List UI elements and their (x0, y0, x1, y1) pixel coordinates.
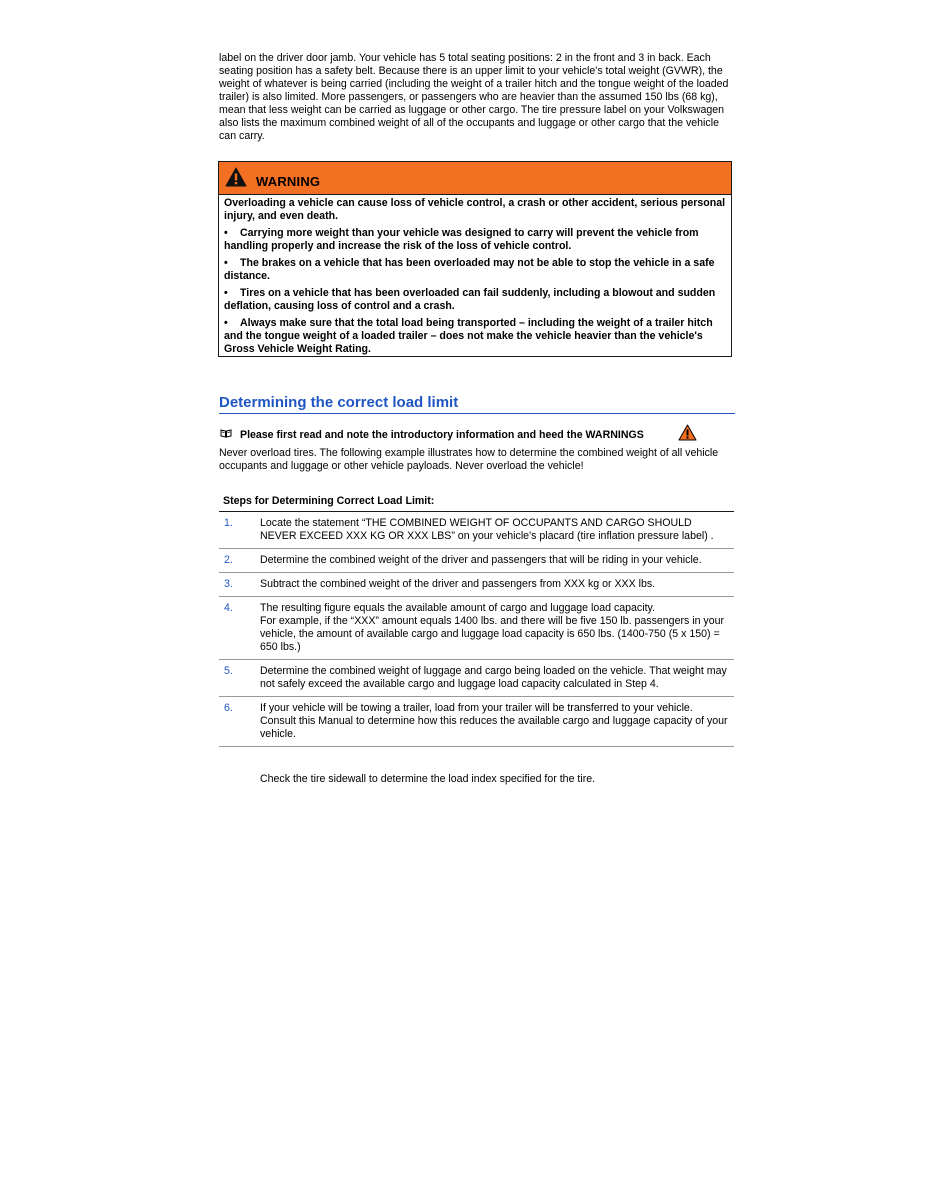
warning-bullet-text: Carrying more weight than your vehicle was designed to carry will prevent the vehicle from handling properly and increase the risk of the loss of vehicle control. (224, 227, 699, 252)
step-number: 4. (224, 602, 233, 614)
steps-title: Steps for Determining Correct Load Limit: (223, 495, 435, 507)
read-first-note (220, 424, 740, 442)
bullet-icon: • (224, 287, 228, 299)
read-first-text: Please first read and note the introductory information and heed the WARNINGS (240, 429, 644, 441)
section-heading: Determining the correct load limit (219, 394, 735, 414)
section-lead-paragraph: Never overload tires. The following example illustrates how to determine the combined weight of all vehicle occupants and luggage or other vehicle payloads. Never overload the vehicle! (219, 447, 719, 472)
table-row (219, 697, 734, 747)
warning-header (219, 162, 731, 195)
step-line: The resulting figure equals the available amount of cargo and luggage load capacity. (260, 602, 655, 614)
load-index-note: Check the tire sidewall to determine the load index specified for the tire. (260, 773, 596, 785)
step-text (260, 517, 728, 543)
step-number: 2. (224, 554, 233, 566)
step-line: For example, if the “XXX” amount equals 1400 lbs. and there will be five 150 lb. passengers in your vehicle, the amount of available cargo and luggage load capacity is 650 lbs. (1400-750 (5 x 150) = 650 lbs.) (260, 615, 725, 653)
warning-bullet-text: Tires on a vehicle that has been overloaded can fail suddenly, including a blowout and sudden deflation, causing loss of control and a crash. (224, 287, 716, 312)
table-row (219, 549, 734, 573)
table-row (219, 597, 734, 660)
step-text (260, 602, 728, 654)
step-text (260, 554, 728, 567)
warning-bullet-text: The brakes on a vehicle that has been overloaded may not be able to stop the vehicle in a safe distance. (224, 257, 715, 282)
step-line: Subtract the combined weight of the driver and passengers from XXX kg or XXX lbs. (260, 578, 656, 590)
table-row (219, 573, 734, 597)
warning-triangle-icon (225, 167, 247, 187)
bullet-icon: • (224, 227, 228, 239)
bullet-icon: • (224, 317, 228, 329)
step-number: 6. (224, 702, 233, 714)
warning-bullet (224, 257, 726, 283)
table-row (219, 512, 734, 549)
warning-box (218, 161, 732, 357)
step-number: 5. (224, 665, 233, 677)
warning-body (219, 195, 731, 356)
intro-paragraph: label on the driver door jamb. Your vehicle has 5 total seating positions: 2 in the front and 3 in back. Each seating position has a safety belt. Because there is an upper limit to your vehicle's total weight (GVWR), the weight of whatever is being carried (including the weight of a trailer hitch and the tongue weight of the loaded trailer) is also limited. More passengers, or passengers who are heavier than the assumed 150 lbs (68 kg), mean that less weight can be carried as luggage or other cargo. The tire pressure label on your Volkswagen also lists the maximum combined weight of all of the occupants and luggage or other cargo that the vehicle can carry. (219, 52, 729, 142)
step-text (260, 578, 728, 591)
book-icon (220, 429, 232, 438)
step-line: If your vehicle will be towing a trailer, load from your trailer will be transferred to your vehicle. Consult this Manual to determine how this reduces the available cargo and luggage capacity of your vehicle. (260, 702, 728, 740)
step-text (260, 702, 728, 741)
step-line: Locate the statement “THE COMBINED WEIGHT OF OCCUPANTS AND CARGO SHOULD NEVER EXCEED XXX KG OR XXX LBS” on your vehicle's placard (tire inflation pressure label) . (260, 517, 714, 542)
table-row (219, 660, 734, 697)
bullet-icon: • (224, 257, 228, 269)
step-text (260, 665, 728, 691)
warning-bullet (224, 287, 726, 313)
warning-bullet (224, 317, 726, 356)
warning-title: WARNING (256, 174, 321, 189)
steps-table (219, 511, 734, 747)
warning-bullet-text: Always make sure that the total load being transported – including the weight of a trailer hitch and the tongue weight of a loaded trailer – does not make the vehicle heavier than the vehicle's Gross Vehicle Weight Rating. (224, 317, 713, 355)
step-number: 3. (224, 578, 233, 590)
step-line: Determine the combined weight of luggage and cargo being loaded on the vehicle. That weight may not safely exceed the available cargo and luggage load capacity calculated in Step 4. (260, 665, 727, 690)
warning-triangle-icon[interactable] (678, 424, 697, 441)
warning-lead: Overloading a vehicle can cause loss of vehicle control, a crash or other accident, serious personal injury, and even death. (224, 197, 726, 222)
step-line: Determine the combined weight of the driver and passengers that will be riding in your vehicle. (260, 554, 702, 566)
step-number: 1. (224, 517, 233, 529)
warning-bullet (224, 227, 726, 253)
